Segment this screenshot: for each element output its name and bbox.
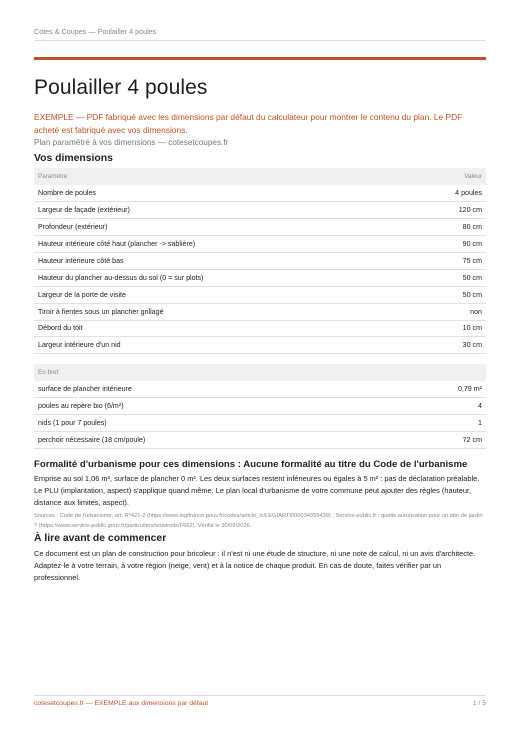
row-value: 80 cm	[410, 219, 486, 236]
table-row	[34, 381, 486, 398]
row-value: non	[410, 303, 486, 320]
example-notice: EXEMPLE — PDF fabriqué avec les dimensions par défaut du calculateur pour montrer le contenu du plan. Le PDF acheté est fabriqué avec vos dimensions.	[34, 112, 463, 135]
table-row	[34, 432, 486, 449]
table-header-row	[34, 168, 486, 185]
table-row	[34, 202, 486, 219]
row-value: 1	[388, 415, 486, 432]
table-row	[34, 185, 486, 202]
table-row	[34, 286, 486, 303]
before-start-heading: À lire avant de commencer	[34, 533, 167, 544]
row-label: Hauteur intérieure côté bas	[34, 252, 410, 269]
header-divider	[34, 40, 486, 41]
urbanism-heading: Formalité d'urbanisme pour ces dimensions : Aucune formalité au titre du Code de l'urbanisme	[34, 459, 468, 470]
row-label: surface de plancher intérieure	[34, 381, 388, 398]
row-value: 50 cm	[410, 286, 486, 303]
urbanism-sources: Sources : Code de l'urbanisme, art. R*421-2 (https://www.legifrance.gouv.fr/codes/article_lc/LEGIARTI000034355439) ; Service-public.fr : quelle autorisation pour un abri de jardin ? (https://www.service-public.gouv.fr/particuliers/vosdroits/F662). Vérifié le 30/09/2026.	[34, 513, 483, 530]
accent-bar	[34, 57, 486, 60]
row-value: 0,79 m²	[388, 381, 486, 398]
summary-table	[34, 364, 486, 449]
row-label: Largeur de façade (extérieur)	[34, 202, 410, 219]
before-start-body: Ce document est un plan de construction pour bricoleur : il n'est ni une étude de structure, ni une note de calcul, ni un avis d'architecte. Adaptez-le à votre terrain, à votre région (neige, vent) et à la notice de chaque produit. En cas de doute, faites vérifier par un professionnel.	[34, 549, 476, 582]
row-label: Hauteur intérieure côté haut (plancher -> sablière)	[34, 236, 410, 253]
table-row	[34, 398, 486, 415]
table-header-row	[34, 364, 486, 381]
row-value: 72 cm	[388, 432, 486, 449]
column-header-value: Valeur	[410, 168, 486, 185]
row-label: Profondeur (extérieur)	[34, 219, 410, 236]
dimensions-table	[34, 168, 486, 354]
table-row	[34, 337, 486, 354]
row-value: 120 cm	[410, 202, 486, 219]
page-number: 1 / 5	[472, 700, 486, 707]
summary-header: En bref	[34, 364, 486, 381]
row-value: 90 cm	[410, 236, 486, 253]
row-value: 50 cm	[410, 269, 486, 286]
row-label: Tiroir à fientes sous un plancher grillagé	[34, 303, 410, 320]
row-label: Nombre de poules	[34, 185, 410, 202]
urbanism-body: Emprise au sol 1,06 m², surface de plancher 0 m². Les deux surfaces restent inférieures ou égales à 5 m² : pas de déclaration préalable. Le PLU (implantation, aspect) s'applique quand même. Le plan local d'urbanisme de votre commune peut ajouter des règles (hauteur, distance aux limites, aspect).	[34, 474, 480, 507]
table-row	[34, 320, 486, 337]
row-label: perchoir nécessaire (18 cm/poule)	[34, 432, 388, 449]
row-label: Largeur de la porte de visite	[34, 286, 410, 303]
row-label: Hauteur du plancher au-dessus du sol (0 = sur plots)	[34, 269, 410, 286]
footer-site-link[interactable]: cotesetcoupes.fr — EXEMPLE aux dimensions par défaut	[34, 700, 209, 707]
dimensions-heading: Vos dimensions	[34, 153, 113, 164]
row-label: Débord du toit	[34, 320, 410, 337]
table-row	[34, 219, 486, 236]
page-title: Poulailler 4 poules	[34, 76, 208, 99]
table-row	[34, 303, 486, 320]
table-row	[34, 252, 486, 269]
row-label: nids (1 pour 7 poules)	[34, 415, 388, 432]
row-value: 10 cm	[410, 320, 486, 337]
column-header-parameter: Paramètre	[34, 168, 410, 185]
row-label: poules au repère bio (6/m²)	[34, 398, 388, 415]
row-label: Largeur intérieure d'un nid	[34, 337, 410, 354]
footer-divider	[34, 695, 486, 696]
row-value: 4 poules	[410, 185, 486, 202]
page-subtitle: Plan paramétré à vos dimensions — cotesetcoupes.fr	[34, 138, 229, 147]
row-value: 75 cm	[410, 252, 486, 269]
row-value: 30 cm	[410, 337, 486, 354]
running-header: Cotes & Coupes — Poulailler 4 poules	[34, 27, 157, 36]
table-row	[34, 415, 486, 432]
table-row	[34, 269, 486, 286]
row-value: 4	[388, 398, 486, 415]
table-row	[34, 236, 486, 253]
